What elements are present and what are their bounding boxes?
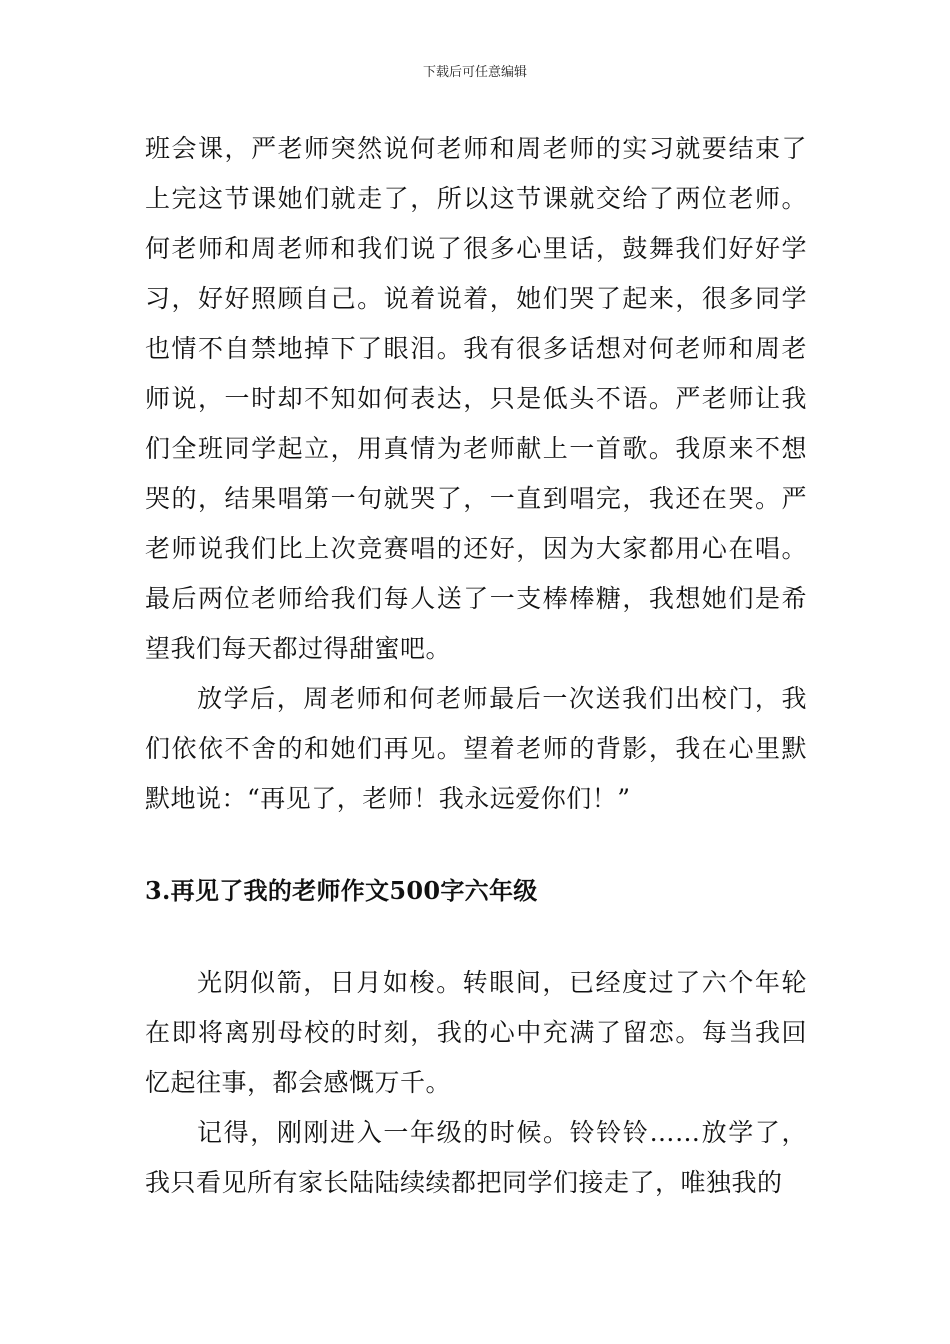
paragraph: 记得，刚刚进入一年级的时候。铃铃铃……放学了，我只看见所有家长陆陆续续都把同学们接走了，唯独我的 — [145, 1118, 807, 1197]
document-body — [145, 124, 807, 1208]
paragraph: 放学后，周老师和何老师最后一次送我们出校门，我们依依不舍的和她们再见。望着老师的背影，我在心里默默地说：“再见了，老师！我永远爱你们！” — [145, 684, 807, 813]
paragraph: 光阴似箭，日月如梭。转眼间，已经度过了六个年轮在即将离别母校的时刻，我的心中充满了留恋。每当我回忆起往事，都会感慨万千。 — [145, 968, 807, 1097]
page-header: 下载后可任意编辑 — [422, 65, 527, 80]
section-heading: 3.再见了我的老师作文500字六年级 — [145, 876, 538, 905]
paragraph-continued: 班会课，严老师突然说何老师和周老师的实习就要结束了上完这节课她们就走了，所以这节课就交给了两位老师。何老师和周老师和我们说了很多心里话，鼓舞我们好好学习，好好照顾自己。说着说着，她们哭了起来，很多同学也情不自禁地掉下了眼泪。我有很多话想对何老师和周老师说，一时却不知如何表达，只是低头不语。严老师让我们全班同学起立，用真情为老师献上一首歌。我原来不想哭的，结果唱第一句就哭了，一直到唱完，我还在哭。严老师说我们比上次竞赛唱的还好，因为大家都用心在唱。最后两位老师给我们每人送了一支棒棒糖，我想她们是希望我们每天都过得甜蜜吧。 — [145, 134, 807, 663]
